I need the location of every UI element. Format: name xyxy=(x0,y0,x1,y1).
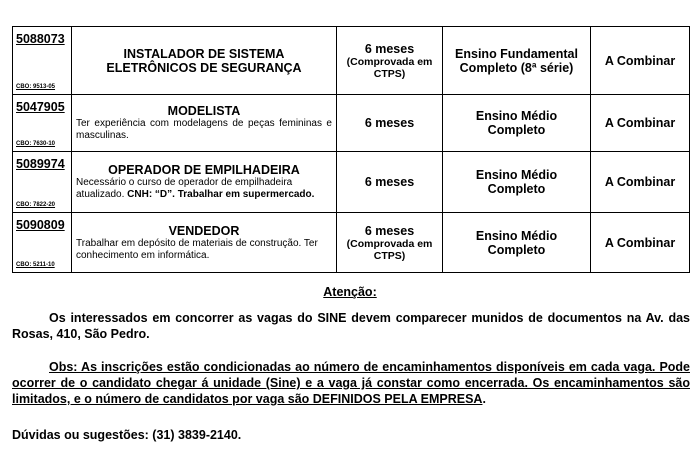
experience-note: CTPS) xyxy=(373,249,406,262)
job-code-cell xyxy=(13,27,72,95)
education-line: Completo xyxy=(487,123,546,137)
table-row xyxy=(13,152,690,213)
experience-period: 6 meses xyxy=(364,41,415,56)
education-cell xyxy=(443,213,591,273)
cbo-code: CBO: 5211-10 xyxy=(16,262,55,268)
education-cell xyxy=(443,27,591,95)
education-line: Ensino Médio xyxy=(475,109,558,123)
education-cell xyxy=(443,152,591,213)
salary-cell: A Combinar xyxy=(591,27,690,95)
attention-heading: Atenção: xyxy=(323,285,377,299)
notice-paragraph: Os interessados em concorrer as vagas do SINE devem comparecer munidos de documentos na Av. das Rosas, 410, São Pedro. xyxy=(12,311,690,341)
experience-period-cell xyxy=(337,27,443,95)
job-detail-text: Necessário o curso de operador de empilhadeira atualizado. xyxy=(76,177,293,200)
table-row xyxy=(13,213,690,273)
experience-period-cell: 6 meses xyxy=(337,95,443,152)
job-code-cell xyxy=(13,95,72,152)
experience-note: (Comprovada em xyxy=(346,237,433,250)
job-listings-table xyxy=(12,26,690,273)
job-title-line: ELETRÔNICOS DE SEGURANÇA xyxy=(106,60,302,75)
job-title-line: INSTALADOR DE SISTEMA xyxy=(123,46,285,61)
observation-paragraph xyxy=(12,359,690,407)
experience-period-cell: 6 meses xyxy=(337,152,443,213)
experience-note: (Comprovada em xyxy=(346,55,433,68)
observation-end: . xyxy=(482,392,486,406)
job-code-cell xyxy=(13,213,72,273)
job-code: 5047905 xyxy=(16,100,65,114)
job-code: 5088073 xyxy=(16,32,65,46)
cbo-code: CBO: 7822-20 xyxy=(16,202,56,208)
experience-period-cell xyxy=(337,213,443,273)
job-title: MODELISTA xyxy=(167,104,241,118)
job-title: VENDEDOR xyxy=(168,223,240,238)
job-code-cell xyxy=(13,152,72,213)
job-description-cell xyxy=(72,152,337,213)
job-code: 5090809 xyxy=(16,218,65,232)
education-line: Completo xyxy=(487,242,546,257)
education-line: Completo (8ª série) xyxy=(459,60,574,75)
salary-cell: A Combinar xyxy=(591,95,690,152)
education-cell xyxy=(443,95,591,152)
job-description-cell xyxy=(72,95,337,152)
job-title xyxy=(72,47,336,75)
job-detail: Ter experiência com modelagens de peças femininas e masculinas. xyxy=(76,118,332,141)
job-title: OPERADOR DE EMPILHADEIRA xyxy=(108,163,300,177)
salary-cell: A Combinar xyxy=(591,213,690,273)
job-detail: Trabalhar em depósito de materiais de construção. Ter conhecimento em informática. xyxy=(76,237,318,261)
job-detail xyxy=(72,177,336,201)
job-code: 5089974 xyxy=(16,157,65,171)
table-row xyxy=(13,95,690,152)
education-line: Ensino Fundamental xyxy=(455,46,578,61)
job-detail-emphasis: CNH: “D”. Trabalhar em supermercado. xyxy=(127,189,315,200)
job-description-cell xyxy=(72,213,337,273)
experience-note: CTPS) xyxy=(373,67,406,80)
salary-cell: A Combinar xyxy=(591,152,690,213)
education-line: Completo xyxy=(487,182,546,196)
contact-info: Dúvidas ou sugestões: (31) 3839-2140. xyxy=(12,428,242,442)
education-line: Ensino Médio xyxy=(475,168,558,182)
cbo-code: CBO: 9513-05 xyxy=(16,84,56,90)
cbo-code: CBO: 7630-10 xyxy=(16,141,56,147)
observation-text: Obs: As inscrições estão condicionadas ao número de encaminhamentos disponíveis em cada vaga. Pode ocorrer de o candidato chegar á unidade (Sine) e a vaga já constar como encerrada. Os encaminhamentos são limitados, e o número de candidatos por vaga são DEFINIDOS PELA EMPRESA xyxy=(12,360,690,406)
experience-period: 6 meses xyxy=(364,223,415,238)
education-line: Ensino Médio xyxy=(475,228,558,243)
table-row xyxy=(13,27,690,95)
job-description-cell xyxy=(72,27,337,95)
